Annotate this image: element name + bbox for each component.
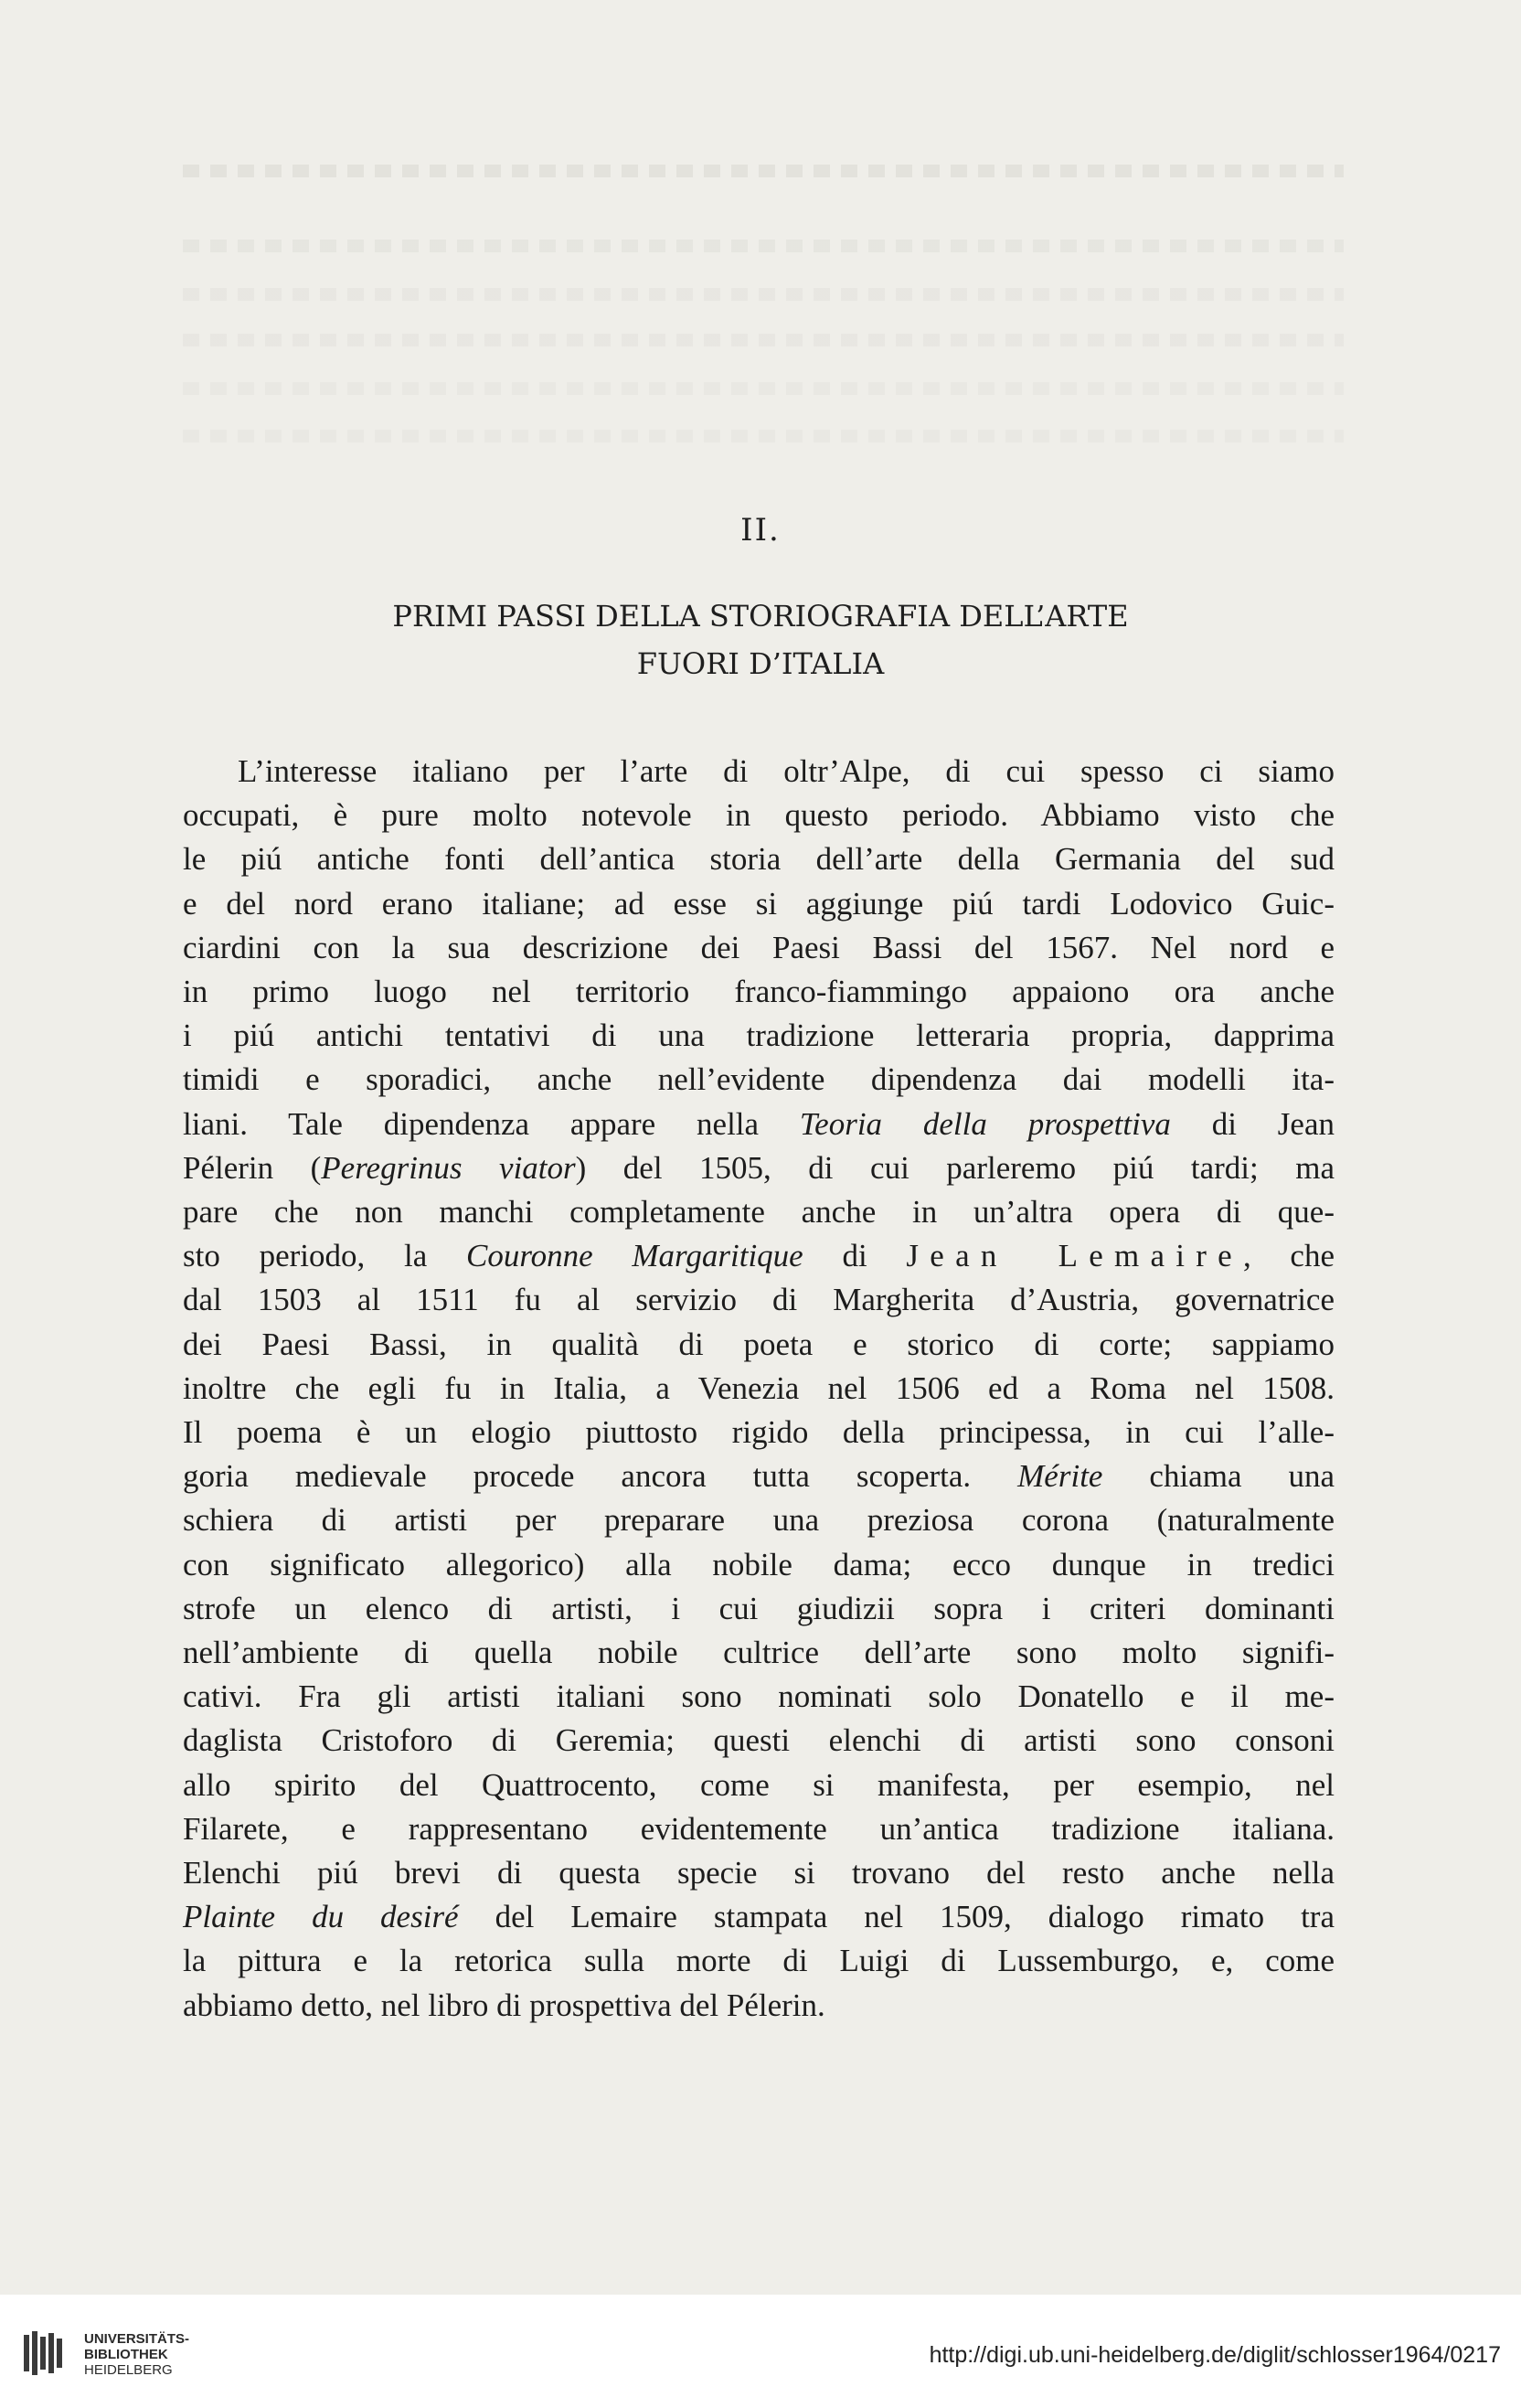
text-line: Elenchi piú brevi di questa specie si trovano del resto anche nella	[183, 1855, 1335, 1891]
text-line	[183, 1234, 1335, 1278]
bleed-through-text	[183, 288, 1344, 301]
text-line: i piú antichi tentativi di una tradizione letteraria propria, dapprima	[183, 1018, 1335, 1054]
chapter-number: II.	[740, 512, 781, 549]
bleed-through-text	[183, 240, 1344, 252]
text-segment: di Jean	[1170, 1105, 1335, 1142]
chapter-title-line-2: FUORI D’ITALIA	[636, 646, 885, 681]
bleed-through-text	[183, 334, 1344, 346]
text-line: la pittura e la retorica sulla morte di Luigi di Lussemburgo, e, come	[183, 1943, 1335, 1979]
spaced-name: Jean Lemaire	[906, 1238, 1243, 1274]
text-segment: , che	[1242, 1238, 1335, 1274]
source-url-link[interactable]: http://digi.ub.uni-heidelberg.de/diglit/schlosser1964/0217	[929, 2342, 1501, 2368]
italic-word: Mérite	[1017, 1458, 1103, 1495]
text-segment: liani. Tale dipendenza appare nella	[183, 1105, 800, 1142]
text-line: allo spirito del Quattrocento, come si manifesta, per esempio, nel	[183, 1766, 1335, 1803]
bleed-through-text	[183, 430, 1344, 442]
text-segment: di	[803, 1238, 907, 1274]
library-logo-icon	[18, 2328, 69, 2379]
text-line: schiera di artisti per preparare una preziosa corona (naturalmente	[183, 1502, 1335, 1539]
text-line: nell’ambiente di quella nobile cultrice dell’arte sono molto signifi-	[183, 1635, 1335, 1671]
text-line: dei Paesi Bassi, in qualità di poeta e storico di corte; sappiamo	[183, 1326, 1335, 1362]
text-line: timidi e sporadici, anche nell’evidente dipendenza dai modelli ita-	[183, 1061, 1335, 1098]
text-line	[183, 1454, 1335, 1498]
bleed-through-text	[183, 382, 1344, 395]
university-library-logo	[18, 2328, 69, 2379]
text-line: e del nord erano italiane; ad esse si aggiunge piú tardi Lodovico Guic-	[183, 885, 1335, 922]
text-line: Il poema è un elogio piuttosto rigido della principessa, in cui l’alle-	[183, 1414, 1335, 1451]
italic-title: Couronne Margaritique	[465, 1238, 803, 1274]
chapter-title	[183, 592, 1338, 687]
text-line: abbiamo detto, nel libro di prospettiva del Pélerin.	[183, 1987, 825, 2023]
bleed-through-running-head	[183, 165, 1344, 177]
library-name-line-2: BIBLIOTHEK	[84, 2347, 168, 2362]
text-line: strofe un elenco di artisti, i cui giudizii sopra i criteri dominanti	[183, 1590, 1335, 1626]
text-line	[183, 1895, 1335, 1939]
body-text	[183, 750, 1335, 2028]
footer-bar	[0, 2295, 1521, 2408]
text-segment: ) del 1505, di cui parleremo piú tardi; ma	[575, 1149, 1335, 1186]
text-segment: chiama una	[1102, 1458, 1335, 1495]
italic-title: Plainte du desiré	[183, 1899, 459, 1935]
library-name	[84, 2331, 189, 2378]
text-line: L’interesse italiano per l’arte di oltr’Alpe, di cui spesso ci siamo	[238, 753, 1335, 789]
text-segment: Pélerin (	[183, 1149, 322, 1186]
text-line	[183, 1103, 1335, 1146]
text-segment: goria medievale procede ancora tutta scoperta.	[183, 1458, 1018, 1495]
text-line: daglista Cristoforo di Geremia; questi elenchi di artisti sono consoni	[183, 1722, 1335, 1759]
italic-title: Teoria della prospettiva	[799, 1105, 1171, 1142]
text-segment: del Lemaire stampata nel 1509, dialogo rimato tra	[458, 1899, 1335, 1935]
text-line: Filarete, e rappresentano evidentemente un’antica tradizione italiana.	[183, 1810, 1335, 1847]
text-line: le piú antiche fonti dell’antica storia dell’arte della Germania del sud	[183, 841, 1335, 878]
chapter-title-line-1: PRIMI PASSI DELLA STORIOGRAFIA DELL’ARTE	[392, 599, 1129, 634]
library-name-line-1: UNIVERSITÄTS-	[84, 2331, 190, 2347]
text-line: con significato allegorico) alla nobile dama; ecco dunque in tredici	[183, 1546, 1335, 1582]
text-line: occupati, è pure molto notevole in questo periodo. Abbiamo visto che	[183, 797, 1335, 834]
text-line: in primo luogo nel territorio franco-fiammingo appaiono ora anche	[183, 974, 1335, 1010]
text-line: pare che non manchi completamente anche in un’altra opera di que-	[183, 1194, 1335, 1231]
text-line	[183, 1146, 1335, 1190]
italic-title: Peregrinus viator	[321, 1149, 576, 1186]
text-line: dal 1503 al 1511 fu al servizio di Margherita d’Austria, governatrice	[183, 1282, 1335, 1318]
text-segment: sto periodo, la	[183, 1238, 466, 1274]
text-line: ciardini con la sua descrizione dei Paesi Bassi del 1567. Nel nord e	[183, 929, 1335, 965]
text-line: inoltre che egli fu in Italia, a Venezia nel 1506 ed a Roma nel 1508.	[183, 1369, 1335, 1406]
library-name-line-3: HEIDELBERG	[84, 2362, 173, 2378]
text-line: cativi. Fra gli artisti italiani sono nominati solo Donatello e il me-	[183, 1678, 1335, 1715]
